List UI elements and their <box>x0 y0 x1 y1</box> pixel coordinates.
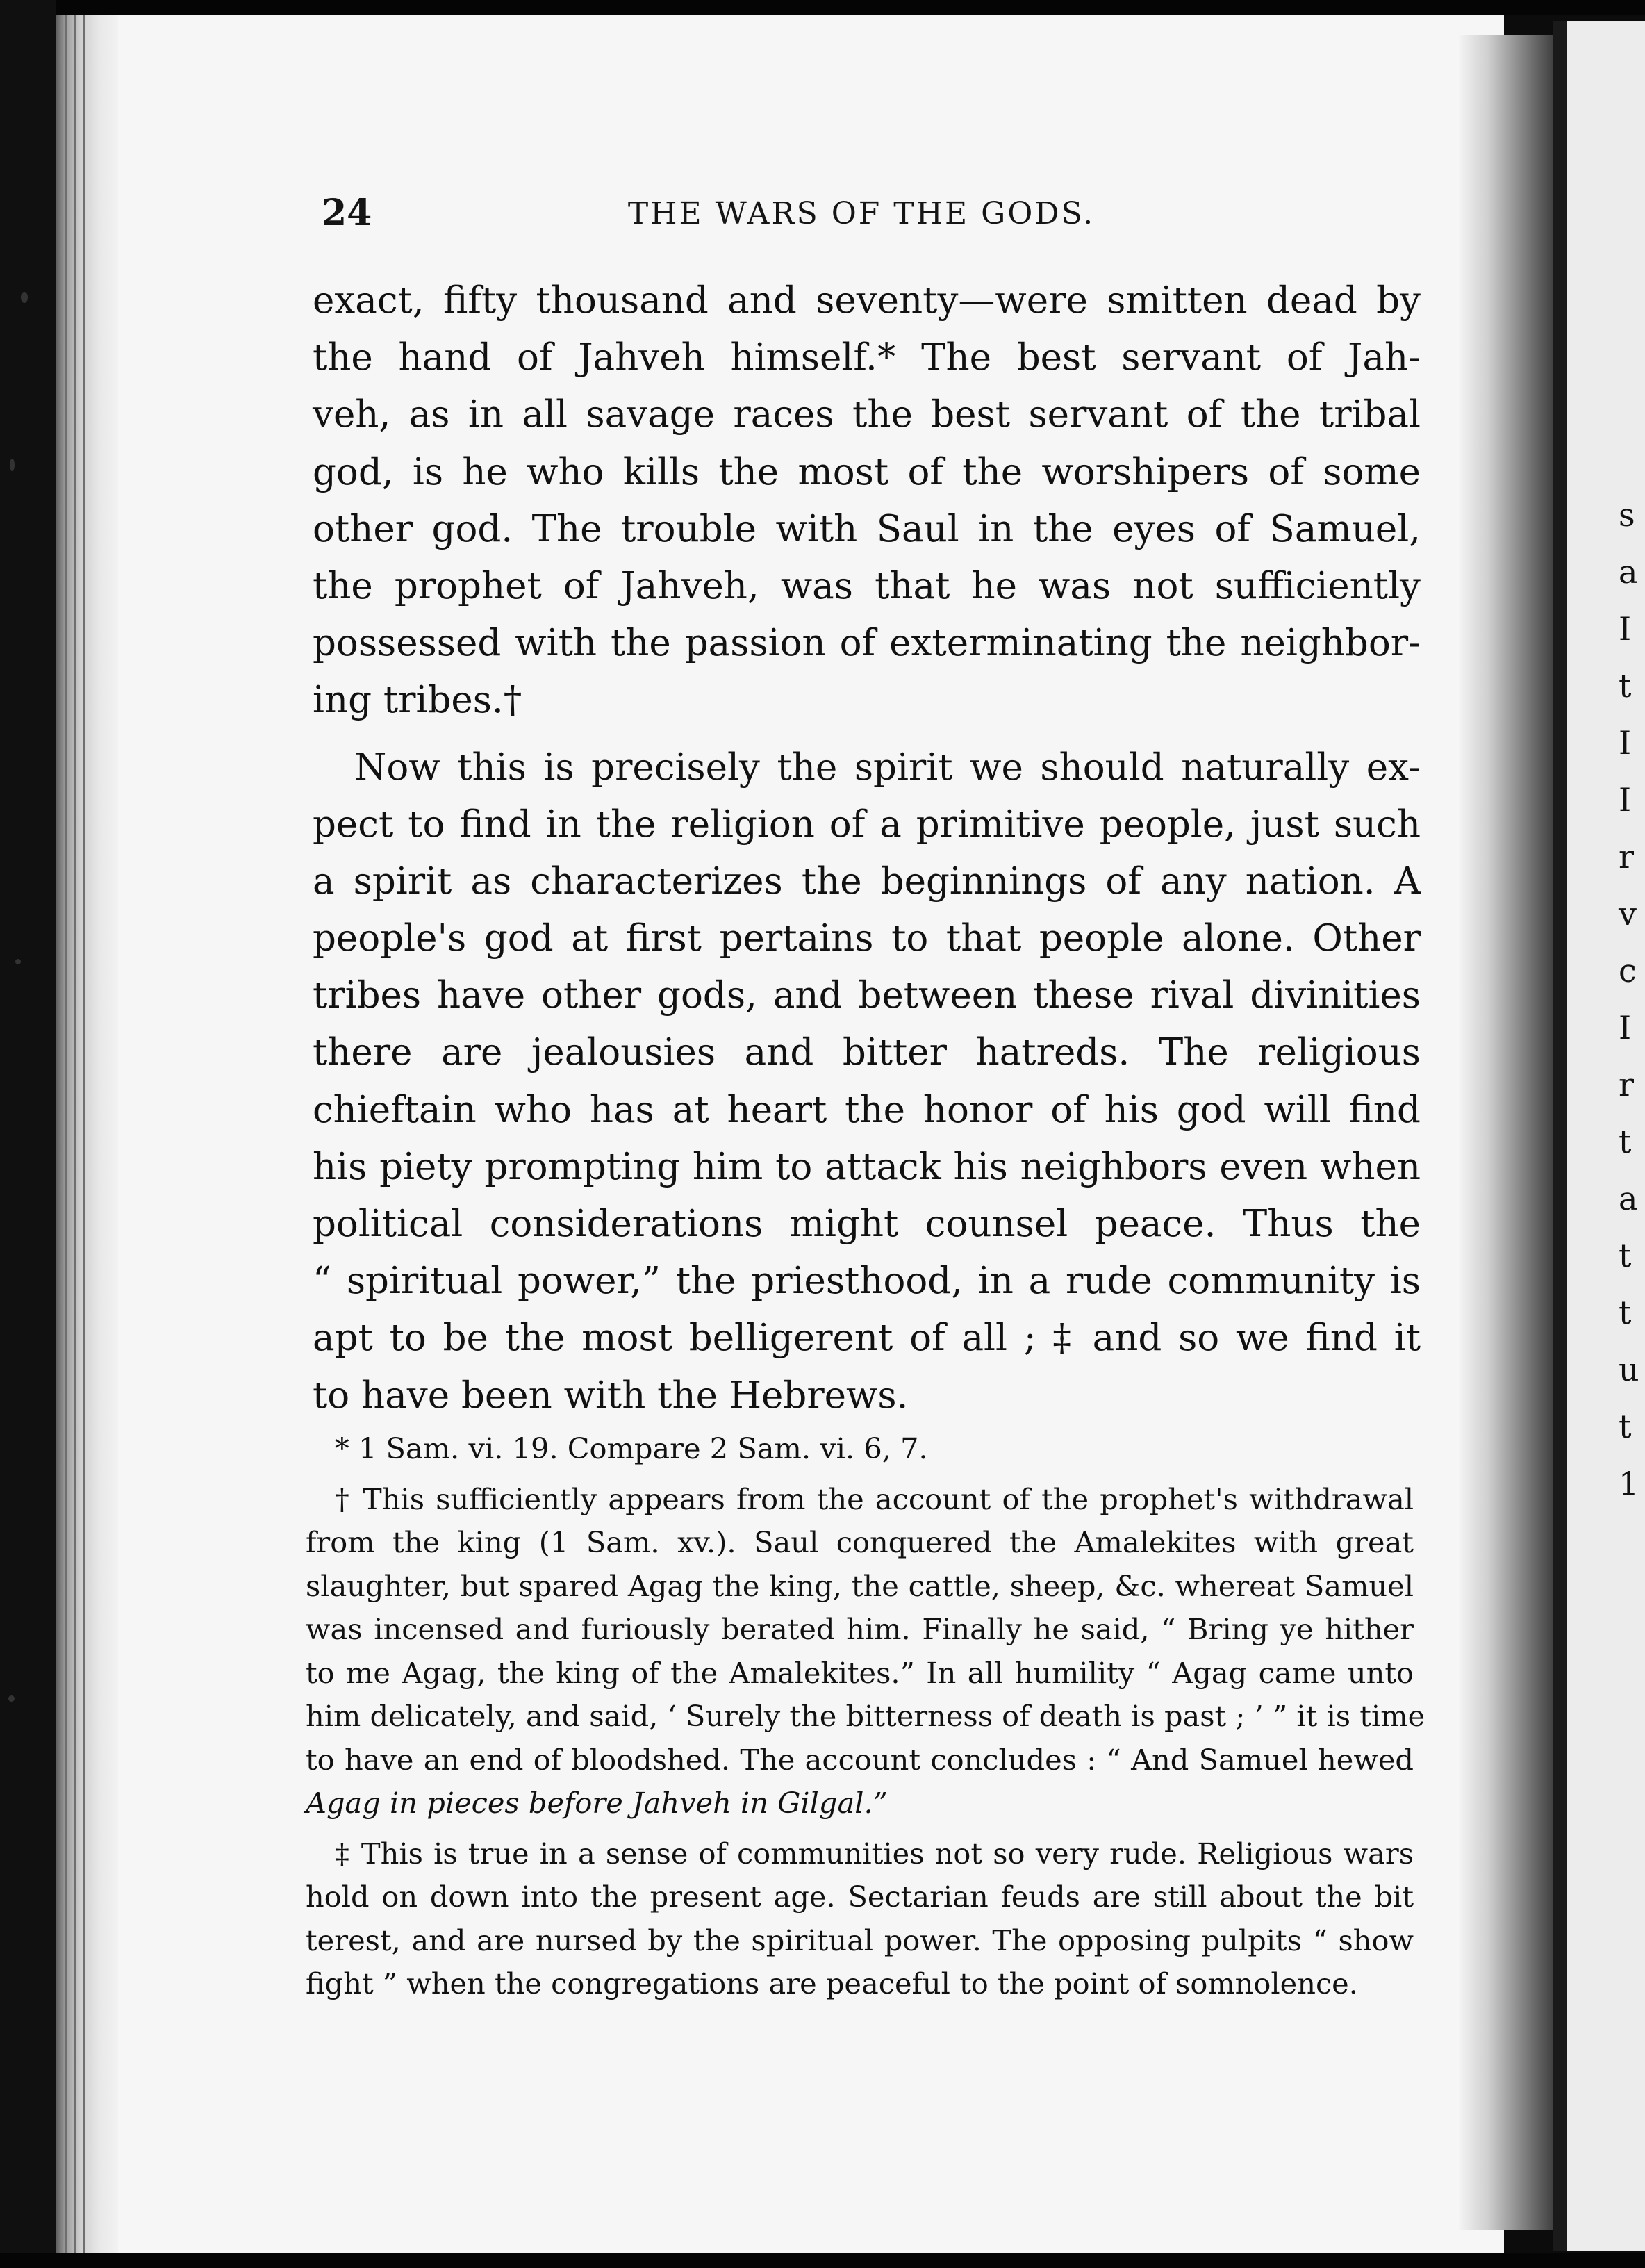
facing-glyph: I <box>1619 724 1632 762</box>
facing-glyph: t <box>1619 1123 1632 1160</box>
footnote-line: ‡ This is true in a sense of communities not so very rude. Religious wars <box>335 1836 1414 1871</box>
footnote-line: slaughter, but spared Agag the king, the cattle, sheep, &c. whereat Samuel <box>306 1568 1414 1603</box>
facing-glyph: r <box>1619 1066 1634 1103</box>
body-line: political considerations might counsel peace. Thus the <box>313 1203 1421 1245</box>
body-line: possessed with the passion of exterminating the neighbor- <box>313 622 1421 665</box>
body-line: the hand of Jahveh himself.* The best servant of Jah- <box>313 336 1421 379</box>
facing-glyph: v <box>1619 895 1637 932</box>
facing-page-divider <box>1553 21 1568 2251</box>
facing-glyph: c <box>1619 952 1637 989</box>
scan-top-border <box>0 0 1645 15</box>
facing-glyph: s <box>1619 496 1635 534</box>
footnote-line: to me Agag, the king of the Amalekites.” In all humility “ Agag came unto <box>306 1655 1414 1690</box>
scan-bottom-border <box>0 2253 1645 2268</box>
footnote-line: fight ” when the congregations are peaceful to the point of somnolence. <box>306 1966 1358 2000</box>
footnote-line: hold on down into the present age. Sectarian feuds are still about the bit <box>306 1880 1414 1914</box>
facing-glyph: I <box>1619 1009 1632 1046</box>
body-line: other god. The trouble with Saul in the eyes of Samuel, <box>313 507 1421 550</box>
footnote-line: was incensed and furiously berated him. Finally he said, “ Bring ye hither <box>306 1612 1414 1646</box>
margin-speck <box>15 959 21 964</box>
facing-glyph: t <box>1619 1408 1632 1445</box>
body-line: apt to be the most belligerent of all ; ‡ and so we find it <box>313 1317 1421 1360</box>
body-line: the prophet of Jahveh, was that he was not sufficiently <box>313 564 1421 607</box>
facing-page-text-fragments <box>1619 486 1645 2015</box>
facing-glyph: t <box>1619 1294 1632 1331</box>
body-line: tribes have other gods, and between these rival divinities <box>313 974 1421 1017</box>
footnote-line: to have an end of bloodshed. The account concludes : “ And Samuel hewed <box>306 1742 1414 1777</box>
body-line: Now this is precisely the spirit we should naturally ex- <box>354 746 1421 789</box>
body-line: god, is he who kills the most of the worshipers of some <box>313 450 1421 493</box>
margin-speck <box>21 292 28 303</box>
facing-glyph: a <box>1619 1180 1638 1217</box>
page-number: 24 <box>322 192 372 234</box>
facing-glyph: I <box>1619 610 1632 648</box>
footnote-line: terest, and are nursed by the spiritual power. The opposing pulpits “ show <box>306 1923 1414 1957</box>
running-header <box>316 186 1407 242</box>
body-line: people's god at first pertains to that people alone. Other <box>313 917 1421 960</box>
body-line: a spirit as characterizes the beginnings of any nation. A <box>313 860 1421 903</box>
body-line: his piety prompting him to attack his neighbors even when <box>313 1145 1421 1188</box>
gutter-shadow <box>1459 35 1556 2230</box>
facing-glyph: a <box>1619 553 1638 591</box>
body-line: ing tribes.† <box>313 679 522 722</box>
running-title: THE WARS OF THE GODS. <box>627 196 1096 231</box>
footnote-line: † This sufficiently appears from the account of the prophet's withdrawal <box>335 1481 1414 1516</box>
facing-glyph: 1 <box>1619 1465 1639 1502</box>
body-line: to have been with the Hebrews. <box>313 1374 909 1417</box>
margin-speck <box>8 1695 15 1702</box>
facing-glyph: t <box>1619 667 1632 705</box>
footnotes <box>306 1427 1425 2006</box>
body-line: chieftain who has at heart the honor of his god will find <box>313 1088 1421 1131</box>
book-spine-edge <box>56 15 118 2253</box>
facing-glyph: I <box>1619 781 1632 819</box>
body-line: exact, fifty thousand and seventy—were smitten dead by <box>313 279 1421 322</box>
body-line: there are jealousies and bitter hatreds. The religious <box>313 1031 1421 1074</box>
footnote-line: from the king (1 Sam. xv.). Saul conquered the Amalekites with great <box>306 1525 1414 1559</box>
margin-speck <box>10 459 15 471</box>
footnote-line: * 1 Sam. vi. 19. Compare 2 Sam. vi. 6, 7. <box>335 1431 928 1465</box>
footnote-line: him delicately, and said, ‘ Surely the bitterness of death is past ; ’ ” it is time <box>306 1699 1425 1733</box>
facing-glyph: u <box>1619 1351 1639 1388</box>
body-line: veh, as in all savage races the best servant of the tribal <box>313 393 1421 436</box>
body-text <box>313 272 1421 1424</box>
facing-glyph: r <box>1619 838 1634 876</box>
scan-left-border <box>0 0 56 2268</box>
body-line: pect to find in the religion of a primitive people, just such <box>313 803 1421 846</box>
body-line: “ spiritual power,” the priesthood, in a rude community is <box>313 1260 1421 1303</box>
facing-glyph: t <box>1619 1237 1632 1274</box>
footnote-line: Agag in pieces before Jahveh in Gilgal.” <box>306 1786 888 1820</box>
